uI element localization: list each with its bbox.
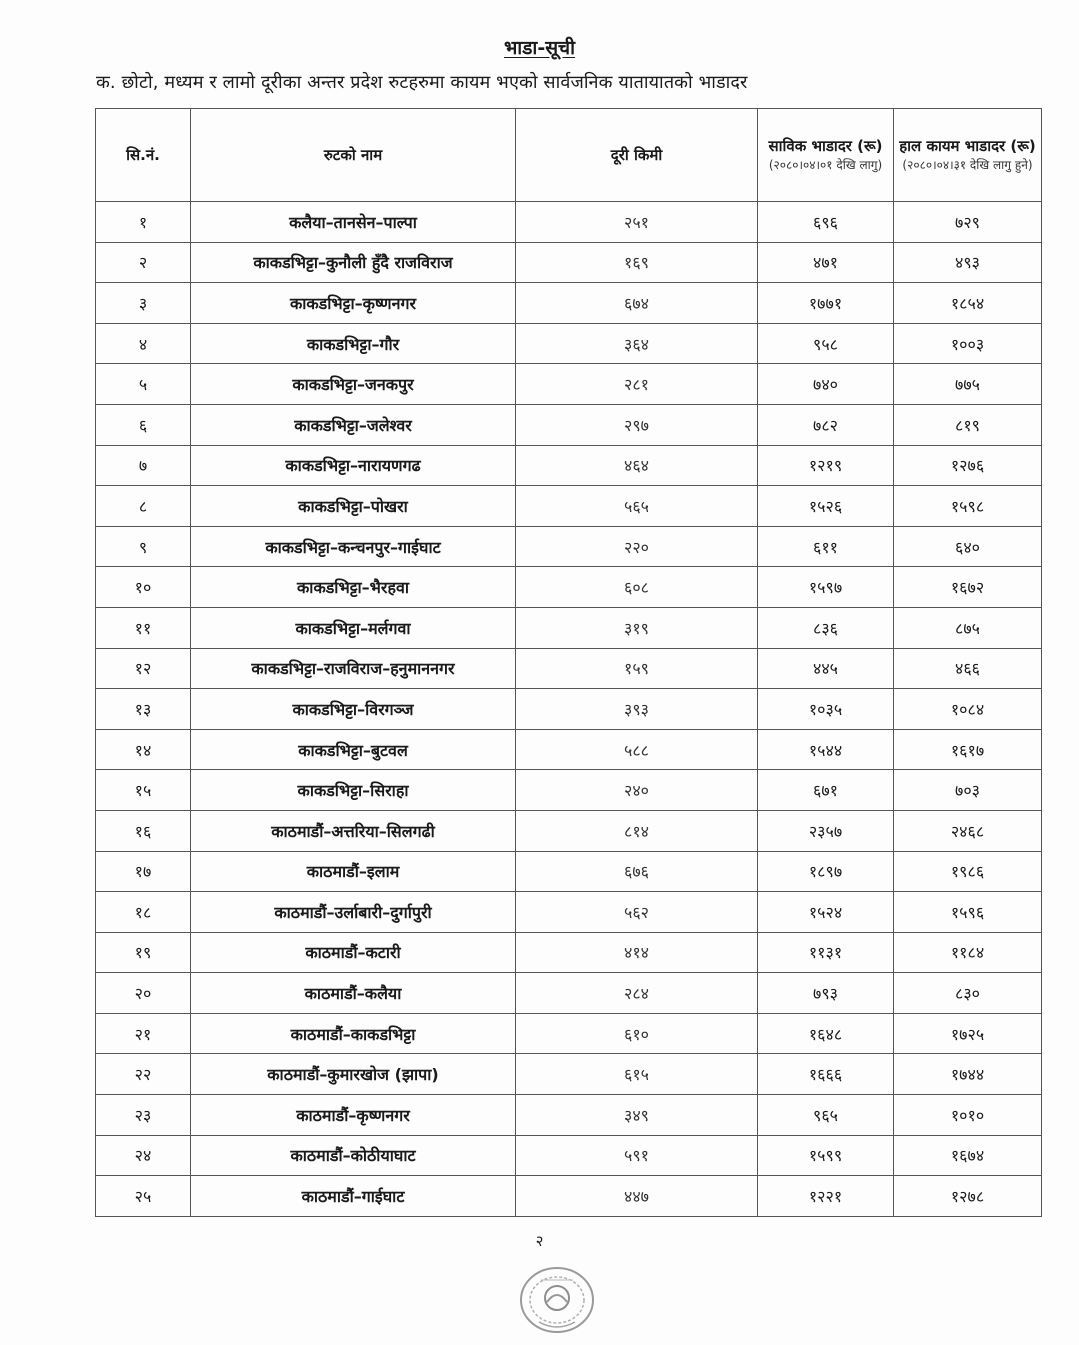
cell-distance: ८१४	[516, 810, 758, 851]
header-serial: सि.नं.	[96, 109, 191, 202]
document-subtitle: क. छोटो, मध्यम र लामो दूरीका अन्तर प्रदेश रुटहरुमा कायम भएको सार्वजनिक यातायातको भाडादर	[96, 72, 748, 93]
cell-new-fare: १०१०	[894, 1095, 1042, 1136]
cell-new-fare: ८१९	[894, 404, 1042, 445]
page-number: २	[535, 1232, 544, 1250]
table-row	[96, 1013, 1042, 1054]
cell-serial: ७	[96, 445, 191, 486]
cell-new-fare: ७७५	[894, 364, 1042, 405]
cell-old-fare: ९५८	[758, 323, 894, 364]
cell-distance: ५८८	[516, 729, 758, 770]
cell-serial: १५	[96, 770, 191, 811]
cell-old-fare: १६४८	[758, 1013, 894, 1054]
cell-distance: ६१५	[516, 1054, 758, 1095]
cell-new-fare: १८५४	[894, 283, 1042, 324]
header-old-fare-note: (२०८०।०४।०१ देखि लागु)	[768, 157, 883, 172]
cell-distance: ६१०	[516, 1013, 758, 1054]
cell-new-fare: ४६६	[894, 648, 1042, 689]
cell-route: काठमाडौं–कटारी	[191, 932, 516, 973]
table-row	[96, 404, 1042, 445]
cell-old-fare: ६७१	[758, 770, 894, 811]
cell-distance: ५६२	[516, 892, 758, 933]
cell-old-fare: ६९६	[758, 202, 894, 243]
cell-route: काकडभिट्टा–विरगञ्ज	[191, 689, 516, 730]
cell-old-fare: १२१९	[758, 445, 894, 486]
cell-route: काकडभिट्टा–सिराहा	[191, 770, 516, 811]
header-old-fare	[758, 109, 894, 202]
cell-old-fare: १७७१	[758, 283, 894, 324]
document-title: भाडा-सूची	[503, 37, 576, 59]
table-row	[96, 323, 1042, 364]
cell-serial: ५	[96, 364, 191, 405]
cell-distance: ४६४	[516, 445, 758, 486]
cell-old-fare: ७८२	[758, 404, 894, 445]
cell-old-fare: १५२४	[758, 892, 894, 933]
cell-old-fare: ९६५	[758, 1095, 894, 1136]
cell-new-fare: ७२९	[894, 202, 1042, 243]
cell-serial: ८	[96, 486, 191, 527]
cell-distance: ६७४	[516, 283, 758, 324]
cell-new-fare: ११८४	[894, 932, 1042, 973]
table-row	[96, 810, 1042, 851]
cell-route: काकडभिट्टा–कृष्णनगर	[191, 283, 516, 324]
cell-old-fare: ४७१	[758, 242, 894, 283]
table-row	[96, 283, 1042, 324]
cell-serial: १२	[96, 648, 191, 689]
cell-serial: २	[96, 242, 191, 283]
cell-distance: २४०	[516, 770, 758, 811]
cell-old-fare: १५४४	[758, 729, 894, 770]
cell-distance: २९७	[516, 404, 758, 445]
cell-new-fare: १५९८	[894, 486, 1042, 527]
cell-route: काठमाडौं–कृष्णनगर	[191, 1095, 516, 1136]
cell-route: काकडभिट्टा–पोखरा	[191, 486, 516, 527]
cell-serial: २३	[96, 1095, 191, 1136]
cell-route: काकडभिट्टा–कन्चनपुर–गाईघाट	[191, 526, 516, 567]
cell-serial: १३	[96, 689, 191, 730]
table-row	[96, 892, 1042, 933]
cell-route: काकडभिट्टा–गौर	[191, 323, 516, 364]
cell-old-fare: २३५७	[758, 810, 894, 851]
cell-route: काठमाडौं–उर्लाबारी–दुर्गापुरी	[191, 892, 516, 933]
cell-serial: २४	[96, 1135, 191, 1176]
cell-old-fare: ७४०	[758, 364, 894, 405]
cell-old-fare: ८३६	[758, 607, 894, 648]
cell-new-fare: १०८४	[894, 689, 1042, 730]
table-row	[96, 973, 1042, 1014]
cell-distance: ३९३	[516, 689, 758, 730]
table-row	[96, 364, 1042, 405]
cell-old-fare: ४४५	[758, 648, 894, 689]
cell-route: काठमाडौं–काकडभिट्टा	[191, 1013, 516, 1054]
cell-new-fare: ७०३	[894, 770, 1042, 811]
fare-table-body	[96, 202, 1042, 1217]
fare-table	[95, 108, 1042, 1217]
cell-route: काठमाडौं–अत्तरिया–सिलगढी	[191, 810, 516, 851]
cell-distance: ३४९	[516, 1095, 758, 1136]
table-row	[96, 689, 1042, 730]
cell-distance: १६९	[516, 242, 758, 283]
cell-route: काकडभिट्टा–जनकपुर	[191, 364, 516, 405]
cell-old-fare: १२२१	[758, 1176, 894, 1217]
cell-new-fare: ८३०	[894, 973, 1042, 1014]
cell-old-fare: १५२६	[758, 486, 894, 527]
cell-distance: ६७६	[516, 851, 758, 892]
cell-old-fare: १८९७	[758, 851, 894, 892]
cell-serial: १६	[96, 810, 191, 851]
cell-new-fare: १२७८	[894, 1176, 1042, 1217]
cell-route: काकडभिट्टा–नारायणगढ	[191, 445, 516, 486]
table-row	[96, 729, 1042, 770]
cell-serial: ९	[96, 526, 191, 567]
cell-serial: २५	[96, 1176, 191, 1217]
cell-route: काकडभिट्टा–जलेश्वर	[191, 404, 516, 445]
table-row	[96, 202, 1042, 243]
cell-distance: २८४	[516, 973, 758, 1014]
cell-route: काकडभिट्टा–बुटवल	[191, 729, 516, 770]
cell-route: काकडभिट्टा–कुनौली हुँदै राजविराज	[191, 242, 516, 283]
cell-route: काकडभिट्टा–मर्लगवा	[191, 607, 516, 648]
table-row	[96, 445, 1042, 486]
cell-serial: २०	[96, 973, 191, 1014]
cell-route: काठमाडौं–कुमारखोज (झापा)	[191, 1054, 516, 1095]
table-row	[96, 932, 1042, 973]
cell-serial: २२	[96, 1054, 191, 1095]
cell-new-fare: १७४४	[894, 1054, 1042, 1095]
cell-new-fare: १००३	[894, 323, 1042, 364]
cell-old-fare: १५९९	[758, 1135, 894, 1176]
cell-old-fare: ११३१	[758, 932, 894, 973]
header-new-fare-label: हाल कायम भाडादर (रू)	[899, 137, 1036, 156]
cell-serial: १०	[96, 567, 191, 608]
table-row	[96, 607, 1042, 648]
cell-distance: ३१९	[516, 607, 758, 648]
cell-old-fare: ६११	[758, 526, 894, 567]
cell-distance: २२०	[516, 526, 758, 567]
table-row	[96, 1176, 1042, 1217]
cell-new-fare: ६४०	[894, 526, 1042, 567]
cell-distance: ६०८	[516, 567, 758, 608]
header-route: रुटको नाम	[191, 109, 516, 202]
cell-route: काठमाडौं–गाईघाट	[191, 1176, 516, 1217]
table-row	[96, 242, 1042, 283]
cell-serial: ११	[96, 607, 191, 648]
cell-distance: ४१४	[516, 932, 758, 973]
cell-serial: १९	[96, 932, 191, 973]
table-row	[96, 1054, 1042, 1095]
table-row	[96, 648, 1042, 689]
cell-new-fare: १२७६	[894, 445, 1042, 486]
cell-new-fare: १५९६	[894, 892, 1042, 933]
table-row	[96, 1095, 1042, 1136]
cell-distance: ३६४	[516, 323, 758, 364]
header-new-fare	[894, 109, 1042, 202]
cell-distance: २५१	[516, 202, 758, 243]
cell-distance: १५९	[516, 648, 758, 689]
header-distance: दूरी किमी	[516, 109, 758, 202]
cell-distance: ५६५	[516, 486, 758, 527]
cell-route: काकडभिट्टा–भैरहवा	[191, 567, 516, 608]
cell-old-fare: ७९३	[758, 973, 894, 1014]
cell-new-fare: ८७५	[894, 607, 1042, 648]
cell-route: काठमाडौं–कलैया	[191, 973, 516, 1014]
cell-new-fare: १६७४	[894, 1135, 1042, 1176]
cell-serial: ३	[96, 283, 191, 324]
cell-serial: १४	[96, 729, 191, 770]
cell-distance: ४४७	[516, 1176, 758, 1217]
cell-serial: १७	[96, 851, 191, 892]
cell-new-fare: १६७२	[894, 567, 1042, 608]
cell-route: काकडभिट्टा–राजविराज–हनुमाननगर	[191, 648, 516, 689]
cell-old-fare: १५९७	[758, 567, 894, 608]
cell-new-fare: १९८६	[894, 851, 1042, 892]
header-new-fare-note: (२०८०।०४।३१ देखि लागु हुने)	[902, 157, 1033, 172]
header-old-fare-label: साविक भाडादर (रू)	[768, 137, 883, 156]
table-row	[96, 526, 1042, 567]
cell-new-fare: ४९३	[894, 242, 1042, 283]
table-row	[96, 851, 1042, 892]
table-row	[96, 1135, 1042, 1176]
cell-new-fare: १६१७	[894, 729, 1042, 770]
cell-distance: ५९१	[516, 1135, 758, 1176]
cell-new-fare: २४६८	[894, 810, 1042, 851]
cell-distance: २८१	[516, 364, 758, 405]
table-row	[96, 486, 1042, 527]
cell-new-fare: १७२५	[894, 1013, 1042, 1054]
cell-serial: १८	[96, 892, 191, 933]
cell-serial: २१	[96, 1013, 191, 1054]
cell-serial: १	[96, 202, 191, 243]
table-row	[96, 770, 1042, 811]
cell-serial: ४	[96, 323, 191, 364]
cell-old-fare: १०३५	[758, 689, 894, 730]
table-row	[96, 567, 1042, 608]
cell-serial: ६	[96, 404, 191, 445]
cell-old-fare: १६६६	[758, 1054, 894, 1095]
cell-route: काठमाडौं–इलाम	[191, 851, 516, 892]
office-seal-stamp-icon	[511, 1258, 603, 1338]
cell-route: कलैया–तानसेन–पाल्पा	[191, 202, 516, 243]
cell-route: काठमाडौं–कोठीयाघाट	[191, 1135, 516, 1176]
table-header-row	[96, 109, 1042, 202]
